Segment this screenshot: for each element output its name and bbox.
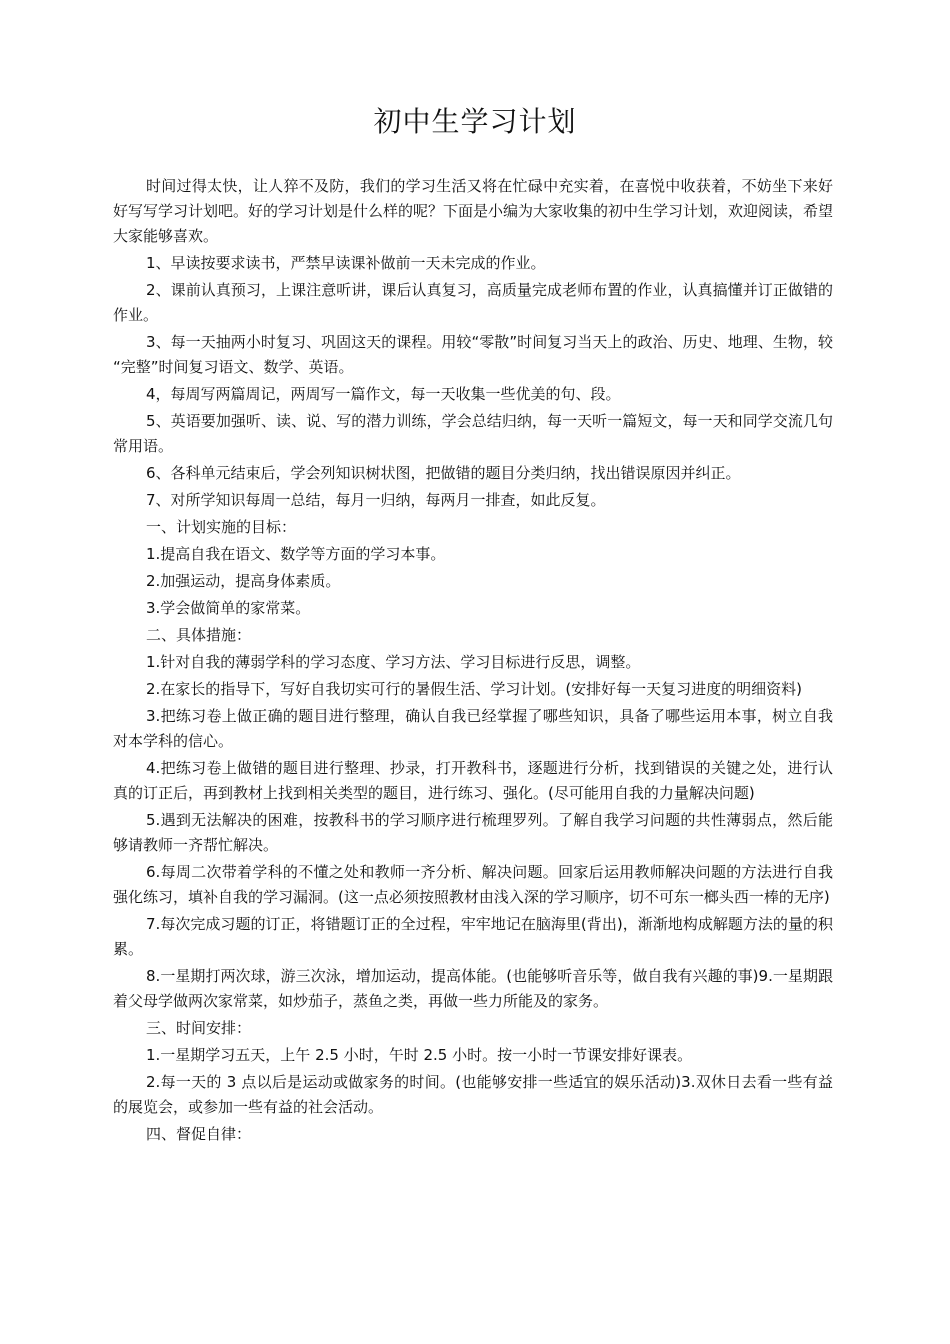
plan-item-2: 2、课前认真预习，上课注意听讲，课后认真复习，高质量完成老师布置的作业，认真搞懂并订正做错的作业。 xyxy=(113,281,833,324)
measure-item-1: 1.针对自我的薄弱学科的学习态度、学习方法、学习目标进行反思，调整。 xyxy=(146,653,641,671)
plan-item-1: 1、早读按要求读书，严禁早读课补做前一天未完成的作业。 xyxy=(146,254,546,272)
measure-item-3: 3.把练习卷上做正确的题目进行整理，确认自我已经掌握了哪些知识，具备了哪些运用本事，树立自我对本学科的信心。 xyxy=(113,707,833,750)
measure-item-5: 5.遇到无法解决的困难，按教科书的学习顺序进行梳理罗列。了解自我学习问题的共性薄弱点，然后能够请教师一齐帮忙解决。 xyxy=(113,811,833,854)
schedule-item-2: 2.每一天的 3 点以后是运动或做家务的时间。(也能够安排一些适宜的娱乐活动)3.双休日去看一些有益的展览会，或参加一些有益的社会活动。 xyxy=(113,1073,833,1116)
goal-item-1: 1.提高自我在语文、数学等方面的学习本事。 xyxy=(146,545,446,563)
measure-item-6: 6.每周二次带着学科的不懂之处和教师一齐分析、解决问题。回家后运用教师解决问题的方法进行自我强化练习，填补自我的学习漏洞。(这一点必须按照教材由浅入深的学习顺序，切不可东一榔头西一棒的无序) xyxy=(113,863,833,906)
plan-item-3: 3、每一天抽两小时复习、巩固这天的课程。用较“零散”时间复习当天上的政治、历史、地理、生物，较“完整”时间复习语文、数学、英语。 xyxy=(113,333,833,376)
section-heading-discipline: 四、督促自律： xyxy=(146,1125,252,1143)
plan-item-5: 5、英语要加强听、读、说、写的潜力训练，学会总结归纳，每一天听一篇短文，每一天和同学交流几句常用语。 xyxy=(113,412,833,455)
measure-item-7: 7.每次完成习题的订正，将错题订正的全过程，牢牢地记在脑海里(背出)，渐渐地构成解题方法的量的积累。 xyxy=(113,915,833,958)
document-title: 初中生学习计划 xyxy=(373,105,577,138)
goal-item-2: 2.加强运动，提高身体素质。 xyxy=(146,572,341,590)
schedule-item-1: 1.一星期学习五天，上午 2.5 小时，午时 2.5 小时。按一小时一节课安排好课表。 xyxy=(146,1046,693,1064)
intro-paragraph: 时间过得太快，让人猝不及防，我们的学习生活又将在忙碌中充实着，在喜悦中收获着，不妨坐下来好好写写学习计划吧。好的学习计划是什么样的呢？下面是小编为大家收集的初中生学习计划，欢迎阅读，希望大家能够喜欢。 xyxy=(113,177,834,245)
plan-item-4: 4，每周写两篇周记，两周写一篇作文，每一天收集一些优美的句、段。 xyxy=(146,385,621,403)
plan-item-7: 7、对所学知识每周一总结，每月一归纳，每两月一排查，如此反复。 xyxy=(146,491,606,509)
document-body xyxy=(113,174,833,1147)
measure-item-4: 4.把练习卷上做错的题目进行整理、抄录，打开教科书，逐题进行分析，找到错误的关键之处，进行认真的订正后，再到教材上找到相关类型的题目，进行练习、强化。(尽可能用自我的力量解决问题) xyxy=(113,759,833,802)
plan-item-6: 6、各科单元结束后，学会列知识树状图，把做错的题目分类归纳，找出错误原因并纠正。 xyxy=(146,464,741,482)
measure-item-2: 2.在家长的指导下，写好自我切实可行的暑假生活、学习计划。(安排好每一天复习进度的明细资料) xyxy=(146,680,803,698)
section-heading-schedule: 三、时间安排： xyxy=(146,1019,252,1037)
section-heading-goals: 一、计划实施的目标： xyxy=(146,518,297,536)
section-heading-measures: 二、具体措施： xyxy=(146,626,252,644)
measure-item-8: 8.一星期打两次球，游三次泳，增加运动，提高体能。(也能够听音乐等，做自我有兴趣的事)9.一星期跟着父母学做两次家常菜，如炒茄子，蒸鱼之类，再做一些力所能及的家务。 xyxy=(113,967,833,1010)
goal-item-3: 3.学会做简单的家常菜。 xyxy=(146,599,311,617)
